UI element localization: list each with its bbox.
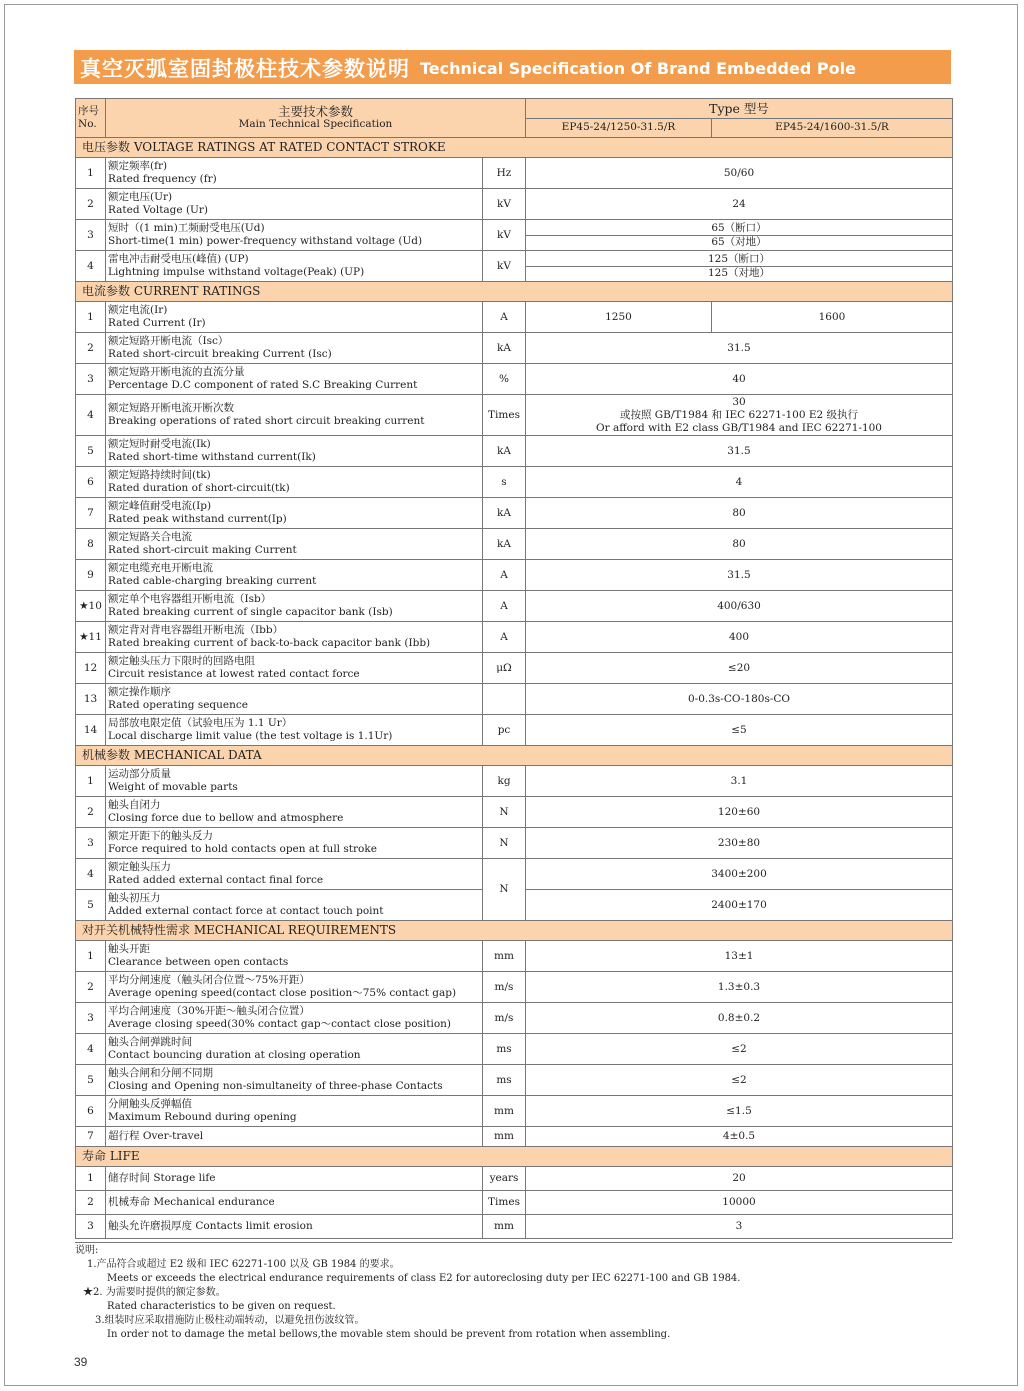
row-unit: N	[483, 797, 526, 828]
row-value: 10000	[526, 1191, 953, 1215]
row-unit: mm	[483, 1127, 526, 1147]
row-value: 13±1	[526, 941, 953, 972]
param-cell	[106, 1191, 483, 1215]
section-title: 电流参数 CURRENT RATINGS	[76, 282, 953, 302]
row-value: 24	[526, 189, 953, 220]
row-no: 2	[76, 797, 106, 828]
param-cell	[106, 189, 483, 220]
header-no-en: No.	[78, 118, 97, 130]
table-row	[76, 251, 953, 282]
param-cell	[106, 859, 483, 890]
param-en: Contact bouncing duration at closing operation	[108, 1049, 361, 1061]
row-no: 3	[76, 220, 106, 251]
table-row	[76, 1003, 953, 1034]
param-en: Rated breaking current of back-to-back capacitor bank (Ibb)	[108, 637, 431, 649]
param-cn: 触头开距	[108, 943, 150, 955]
row-unit: kV	[483, 189, 526, 220]
param-cell	[106, 1003, 483, 1034]
row-no: 4	[76, 1034, 106, 1065]
row-no: 14	[76, 715, 106, 746]
table-row	[76, 560, 953, 591]
table-row	[76, 766, 953, 797]
param-en: Rated operating sequence	[108, 699, 248, 711]
row-value-a: 125（断口）	[526, 253, 952, 267]
row-value: ≤5	[526, 715, 953, 746]
param-cn: 额定操作顺序	[108, 686, 171, 698]
param-en: Force required to hold contacts open at full stroke	[108, 843, 377, 855]
row-value: 400	[526, 622, 953, 653]
row-unit: %	[483, 364, 526, 395]
table-row	[76, 1167, 953, 1191]
row-value: 40	[526, 364, 953, 395]
param-en: Clearance between open contacts	[108, 956, 289, 968]
table-row	[76, 715, 953, 746]
row-value-1: 1250	[526, 302, 712, 333]
param-cell	[106, 766, 483, 797]
note-3-en: In order not to damage the metal bellows,the movable stem should be prevent from rotation when assembling.	[107, 1329, 671, 1340]
row-value: ≤2	[526, 1065, 953, 1096]
row-unit: kA	[483, 529, 526, 560]
row-no: 1	[76, 1167, 106, 1191]
table-row	[76, 158, 953, 189]
param-cn: 触头初压力	[108, 892, 161, 904]
param-en: Rated added external contact final force	[108, 874, 324, 886]
param-cell	[106, 333, 483, 364]
row-unit: kV	[483, 220, 526, 251]
param-en: Percentage D.C component of rated S.C Breaking Current	[108, 379, 418, 391]
param-cn: 额定电压(Ur)	[108, 191, 173, 203]
header-no-cn: 序号	[78, 105, 99, 117]
row-no: 7	[76, 498, 106, 529]
row-no: 4	[76, 251, 106, 282]
row-no: 2	[76, 1191, 106, 1215]
row-unit: years	[483, 1167, 526, 1191]
row-value-b: 125（对地）	[707, 266, 771, 279]
notes-label: 说明:	[75, 1245, 99, 1256]
row-value: 2400±170	[526, 890, 953, 921]
table-row	[76, 828, 953, 859]
table-header-row	[76, 99, 953, 119]
table-row	[76, 395, 953, 436]
row-no: 1	[76, 302, 106, 333]
title-cn: 真空灭弧室固封极柱技术参数说明	[80, 57, 410, 81]
table-row	[76, 1127, 953, 1147]
header-param-cn: 主要技术参数	[277, 104, 353, 119]
table-row	[76, 972, 953, 1003]
param-cn: 触头合闸弹跳时间	[108, 1036, 192, 1048]
row-unit: Times	[483, 1191, 526, 1215]
param-cell	[106, 653, 483, 684]
row-value: 3.1	[526, 766, 953, 797]
row-value: 400/630	[526, 591, 953, 622]
param-cell	[106, 364, 483, 395]
spec-table	[75, 98, 953, 1239]
param-cn: 机械寿命 Mechanical endurance	[108, 1196, 275, 1208]
row-unit: ms	[483, 1034, 526, 1065]
param-en: Circuit resistance at lowest rated contact force	[108, 668, 360, 680]
param-cn: 额定短路持续时间(tk)	[108, 469, 211, 481]
row-unit	[483, 684, 526, 715]
table-row	[76, 529, 953, 560]
row-unit: Times	[483, 395, 526, 436]
row-no: 4	[76, 859, 106, 890]
table-row	[76, 591, 953, 622]
row-value	[526, 395, 953, 436]
param-en: Rated short-time withstand current(Ik)	[108, 451, 316, 463]
param-cn: 额定频率(fr)	[108, 160, 168, 172]
row-no: 2	[76, 972, 106, 1003]
table-row	[76, 220, 953, 251]
row-value-b: 或按照 GB/T1984 和 IEC 62271-100 E2 级执行	[619, 408, 859, 421]
row-unit: ms	[483, 1065, 526, 1096]
row-unit: μΩ	[483, 653, 526, 684]
param-cn: 触头自闭力	[108, 799, 161, 811]
row-value: 4	[526, 467, 953, 498]
param-cell	[106, 529, 483, 560]
header-param-en: Main Technical Specification	[238, 118, 393, 130]
row-unit: N	[483, 859, 526, 921]
param-cell	[106, 890, 483, 921]
table-row	[76, 941, 953, 972]
table-row	[76, 859, 953, 890]
table-row	[76, 436, 953, 467]
row-value: ≤1.5	[526, 1096, 953, 1127]
param-en: Rated cable-charging breaking current	[108, 575, 317, 587]
param-en: Local discharge limit value (the test voltage is 1.1Ur)	[108, 730, 393, 742]
row-no: 4	[76, 395, 106, 436]
row-unit: kA	[483, 333, 526, 364]
row-value-b: 65（对地）	[711, 235, 767, 248]
param-cn: 触头允许磨损厚度 Contacts limit erosion	[108, 1220, 313, 1232]
row-no: 3	[76, 1003, 106, 1034]
row-value-2: 1600	[712, 302, 953, 333]
row-unit: A	[483, 560, 526, 591]
param-cell	[106, 1096, 483, 1127]
param-en: Rated breaking current of single capacitor bank (Isb)	[108, 606, 393, 618]
table-row	[76, 1034, 953, 1065]
row-value: 80	[526, 498, 953, 529]
row-unit: N	[483, 828, 526, 859]
param-en: Added external contact force at contact touch point	[108, 905, 384, 917]
param-cn: 超行程 Over-travel	[108, 1130, 204, 1142]
param-cell	[106, 467, 483, 498]
table-row	[76, 498, 953, 529]
param-cell	[106, 797, 483, 828]
row-unit: m/s	[483, 972, 526, 1003]
param-cell	[106, 828, 483, 859]
param-cn: 雷电冲击耐受电压(峰值) (UP)	[108, 253, 249, 265]
table-row	[76, 1191, 953, 1215]
row-value-c: Or afford with E2 class GB/T1984 and IEC 62271-100	[595, 421, 882, 434]
section-title: 对开关机械特性需求 MECHANICAL REQUIREMENTS	[76, 921, 953, 941]
row-unit: s	[483, 467, 526, 498]
row-no: 3	[76, 1215, 106, 1239]
table-row	[76, 1096, 953, 1127]
row-unit: kA	[483, 436, 526, 467]
param-cn: 触头合闸和分闸不同期	[108, 1067, 213, 1079]
param-cell	[106, 302, 483, 333]
table-row	[76, 1065, 953, 1096]
param-cn: 额定短时耐受电流(Ik)	[108, 438, 211, 450]
row-unit: m/s	[483, 1003, 526, 1034]
param-cn: 分闸触头反弹幅值	[108, 1098, 192, 1110]
param-cn: 平均合闸速度（30%开距～触头闭合位置）	[108, 1005, 310, 1017]
param-cell	[106, 622, 483, 653]
row-no: 5	[76, 436, 106, 467]
row-value-a: 65（断口）	[526, 222, 952, 236]
param-en: Rated peak withstand current(Ip)	[108, 513, 287, 525]
note-2-en: Rated characteristics to be given on request.	[107, 1301, 336, 1312]
param-en: Breaking operations of rated short circuit breaking current	[108, 415, 425, 427]
param-cn: 额定开距下的触头反力	[108, 830, 213, 842]
param-cn: 额定短路开断电流的直流分量	[108, 366, 245, 378]
row-value: 31.5	[526, 333, 953, 364]
row-no: 13	[76, 684, 106, 715]
row-value: ≤2	[526, 1034, 953, 1065]
row-value	[526, 251, 953, 282]
section-voltage	[76, 138, 953, 158]
param-cell	[106, 1034, 483, 1065]
row-unit: A	[483, 622, 526, 653]
param-cell	[106, 1065, 483, 1096]
param-cn: 额定电流(Ir)	[108, 304, 168, 316]
row-unit: A	[483, 302, 526, 333]
row-unit: mm	[483, 1096, 526, 1127]
param-cn: 额定短路开断电流开断次数	[108, 402, 234, 414]
param-cell	[106, 436, 483, 467]
row-unit: kV	[483, 251, 526, 282]
row-unit: kA	[483, 498, 526, 529]
header-model-1: EP45-24/1250-31.5/R	[526, 118, 712, 138]
param-en: Short-time(1 min) power-frequency withstand voltage (Ud)	[108, 235, 423, 247]
table-row	[76, 467, 953, 498]
param-cell	[106, 972, 483, 1003]
row-value: 80	[526, 529, 953, 560]
row-value: 0.8±0.2	[526, 1003, 953, 1034]
param-en: Closing force due to bellow and atmosphere	[108, 812, 344, 824]
param-cell	[106, 395, 483, 436]
table-row	[76, 364, 953, 395]
param-en: Maximum Rebound during opening	[108, 1111, 297, 1123]
row-value: 0-0.3s-CO-180s-CO	[526, 684, 953, 715]
row-no: 3	[76, 828, 106, 859]
note-1-en: Meets or exceeds the electrical endurance requirements of class E2 for autoreclosing duty per IEC 62271-100 and GB 1984.	[107, 1273, 741, 1284]
row-no: 8	[76, 529, 106, 560]
row-unit: mm	[483, 941, 526, 972]
row-value: 50/60	[526, 158, 953, 189]
param-en: Rated Current (Ir)	[108, 317, 206, 329]
row-no: 6	[76, 467, 106, 498]
header-model-2: EP45-24/1600-31.5/R	[712, 118, 953, 138]
title-en: Technical Specification Of Brand Embedded Pole	[420, 59, 856, 78]
section-title: 寿命 LIFE	[76, 1147, 953, 1167]
note-1-cn: 1.产品符合或超过 E2 级和 IEC 62271-100 以及 GB 1984 的要求。	[87, 1259, 400, 1270]
param-en: Rated short-circuit breaking Current (Isc)	[108, 348, 332, 360]
section-title: 机械参数 MECHANICAL DATA	[76, 746, 953, 766]
table-row	[76, 622, 953, 653]
param-cell	[106, 1167, 483, 1191]
section-mech-requirements	[76, 921, 953, 941]
table-row	[76, 1215, 953, 1239]
param-cn: 平均分闸速度（触头闭合位置～75%开距）	[108, 974, 310, 986]
param-cn: 运动部分质量	[108, 768, 171, 780]
row-no: 2	[76, 333, 106, 364]
param-cn: 额定峰值耐受电流(Ip)	[108, 500, 212, 512]
row-unit: A	[483, 591, 526, 622]
row-value: 3400±200	[526, 859, 953, 890]
table-row	[76, 684, 953, 715]
row-value: 4±0.5	[526, 1127, 953, 1147]
row-value	[526, 220, 953, 251]
header-type: Type 型号	[526, 99, 953, 119]
row-no: 7	[76, 1127, 106, 1147]
row-no: ★11	[76, 622, 106, 653]
param-en: Lightning impulse withstand voltage(Peak) (UP)	[108, 266, 365, 278]
param-cell	[106, 560, 483, 591]
row-value: 230±80	[526, 828, 953, 859]
row-value: 31.5	[526, 560, 953, 591]
table-row	[76, 797, 953, 828]
row-value: 3	[526, 1215, 953, 1239]
notes-block	[75, 1242, 952, 1342]
table-row	[76, 302, 953, 333]
param-en: Average opening speed(contact close position～75% contact gap)	[108, 987, 457, 999]
param-cell	[106, 1127, 483, 1147]
table-row	[76, 333, 953, 364]
title-banner	[74, 50, 951, 84]
row-no: 6	[76, 1096, 106, 1127]
row-value: 120±60	[526, 797, 953, 828]
param-en: Rated frequency (fr)	[108, 173, 217, 185]
param-cn: 额定背对背电容器组开断电流（Ibb）	[108, 624, 284, 636]
row-value: ≤20	[526, 653, 953, 684]
section-current	[76, 282, 953, 302]
param-en: Weight of movable parts	[108, 781, 238, 793]
row-no: 1	[76, 941, 106, 972]
param-cell	[106, 591, 483, 622]
param-cell	[106, 158, 483, 189]
row-no: 5	[76, 1065, 106, 1096]
row-no: 3	[76, 364, 106, 395]
row-no: 5	[76, 890, 106, 921]
table-row	[76, 653, 953, 684]
row-value: 1.3±0.3	[526, 972, 953, 1003]
param-cn: 额定短路开断电流（Isc）	[108, 335, 229, 347]
header-no-cell	[76, 99, 106, 138]
row-unit: kg	[483, 766, 526, 797]
param-cell	[106, 715, 483, 746]
param-cn: 储存时间 Storage life	[108, 1172, 216, 1184]
param-cn: 额定触头压力	[108, 861, 171, 873]
param-cn: 额定单个电容器组开断电流（Isb）	[108, 593, 272, 605]
row-unit: mm	[483, 1215, 526, 1239]
param-cell	[106, 220, 483, 251]
param-cn: 额定触头压力下限时的回路电阻	[108, 655, 255, 667]
param-en: Rated duration of short-circuit(tk)	[108, 482, 290, 494]
param-cn: 短时（(1 min)工频耐受电压(Ud)	[108, 222, 265, 234]
row-value-a: 30	[732, 395, 746, 408]
param-en: Rated Voltage (Ur)	[108, 204, 209, 216]
param-cell	[106, 684, 483, 715]
param-cell	[106, 941, 483, 972]
row-unit: pc	[483, 715, 526, 746]
row-unit: Hz	[483, 158, 526, 189]
row-no: 1	[76, 766, 106, 797]
note-3-cn: 3.组装时应采取措施防止极柱动端转动，以避免扭伤波纹管。	[95, 1315, 365, 1326]
param-en: Rated short-circuit making Current	[108, 544, 297, 556]
section-title: 电压参数 VOLTAGE RATINGS AT RATED CONTACT STROKE	[76, 138, 953, 158]
note-2-cn: ★2. 为需要时提供的额定参数。	[83, 1287, 226, 1298]
param-en: Average closing speed(30% contact gap～contact close position)	[108, 1018, 452, 1030]
header-param-cell	[106, 99, 526, 138]
page-number: 39	[74, 1355, 88, 1369]
param-cn: 额定短路关合电流	[108, 531, 192, 543]
param-cell	[106, 1215, 483, 1239]
param-cell	[106, 498, 483, 529]
param-cn: 额定电缆充电开断电流	[108, 562, 213, 574]
row-no: 9	[76, 560, 106, 591]
section-life	[76, 1147, 953, 1167]
row-value: 31.5	[526, 436, 953, 467]
row-no: ★10	[76, 591, 106, 622]
row-value: 20	[526, 1167, 953, 1191]
row-no: 2	[76, 189, 106, 220]
row-no: 12	[76, 653, 106, 684]
param-en: Closing and Opening non-simultaneity of three-phase Contacts	[108, 1080, 443, 1092]
table-row	[76, 189, 953, 220]
param-cell	[106, 251, 483, 282]
row-no: 1	[76, 158, 106, 189]
param-cn: 局部放电限定值（试验电压为 1.1 Ur）	[108, 717, 293, 729]
section-mechanical	[76, 746, 953, 766]
